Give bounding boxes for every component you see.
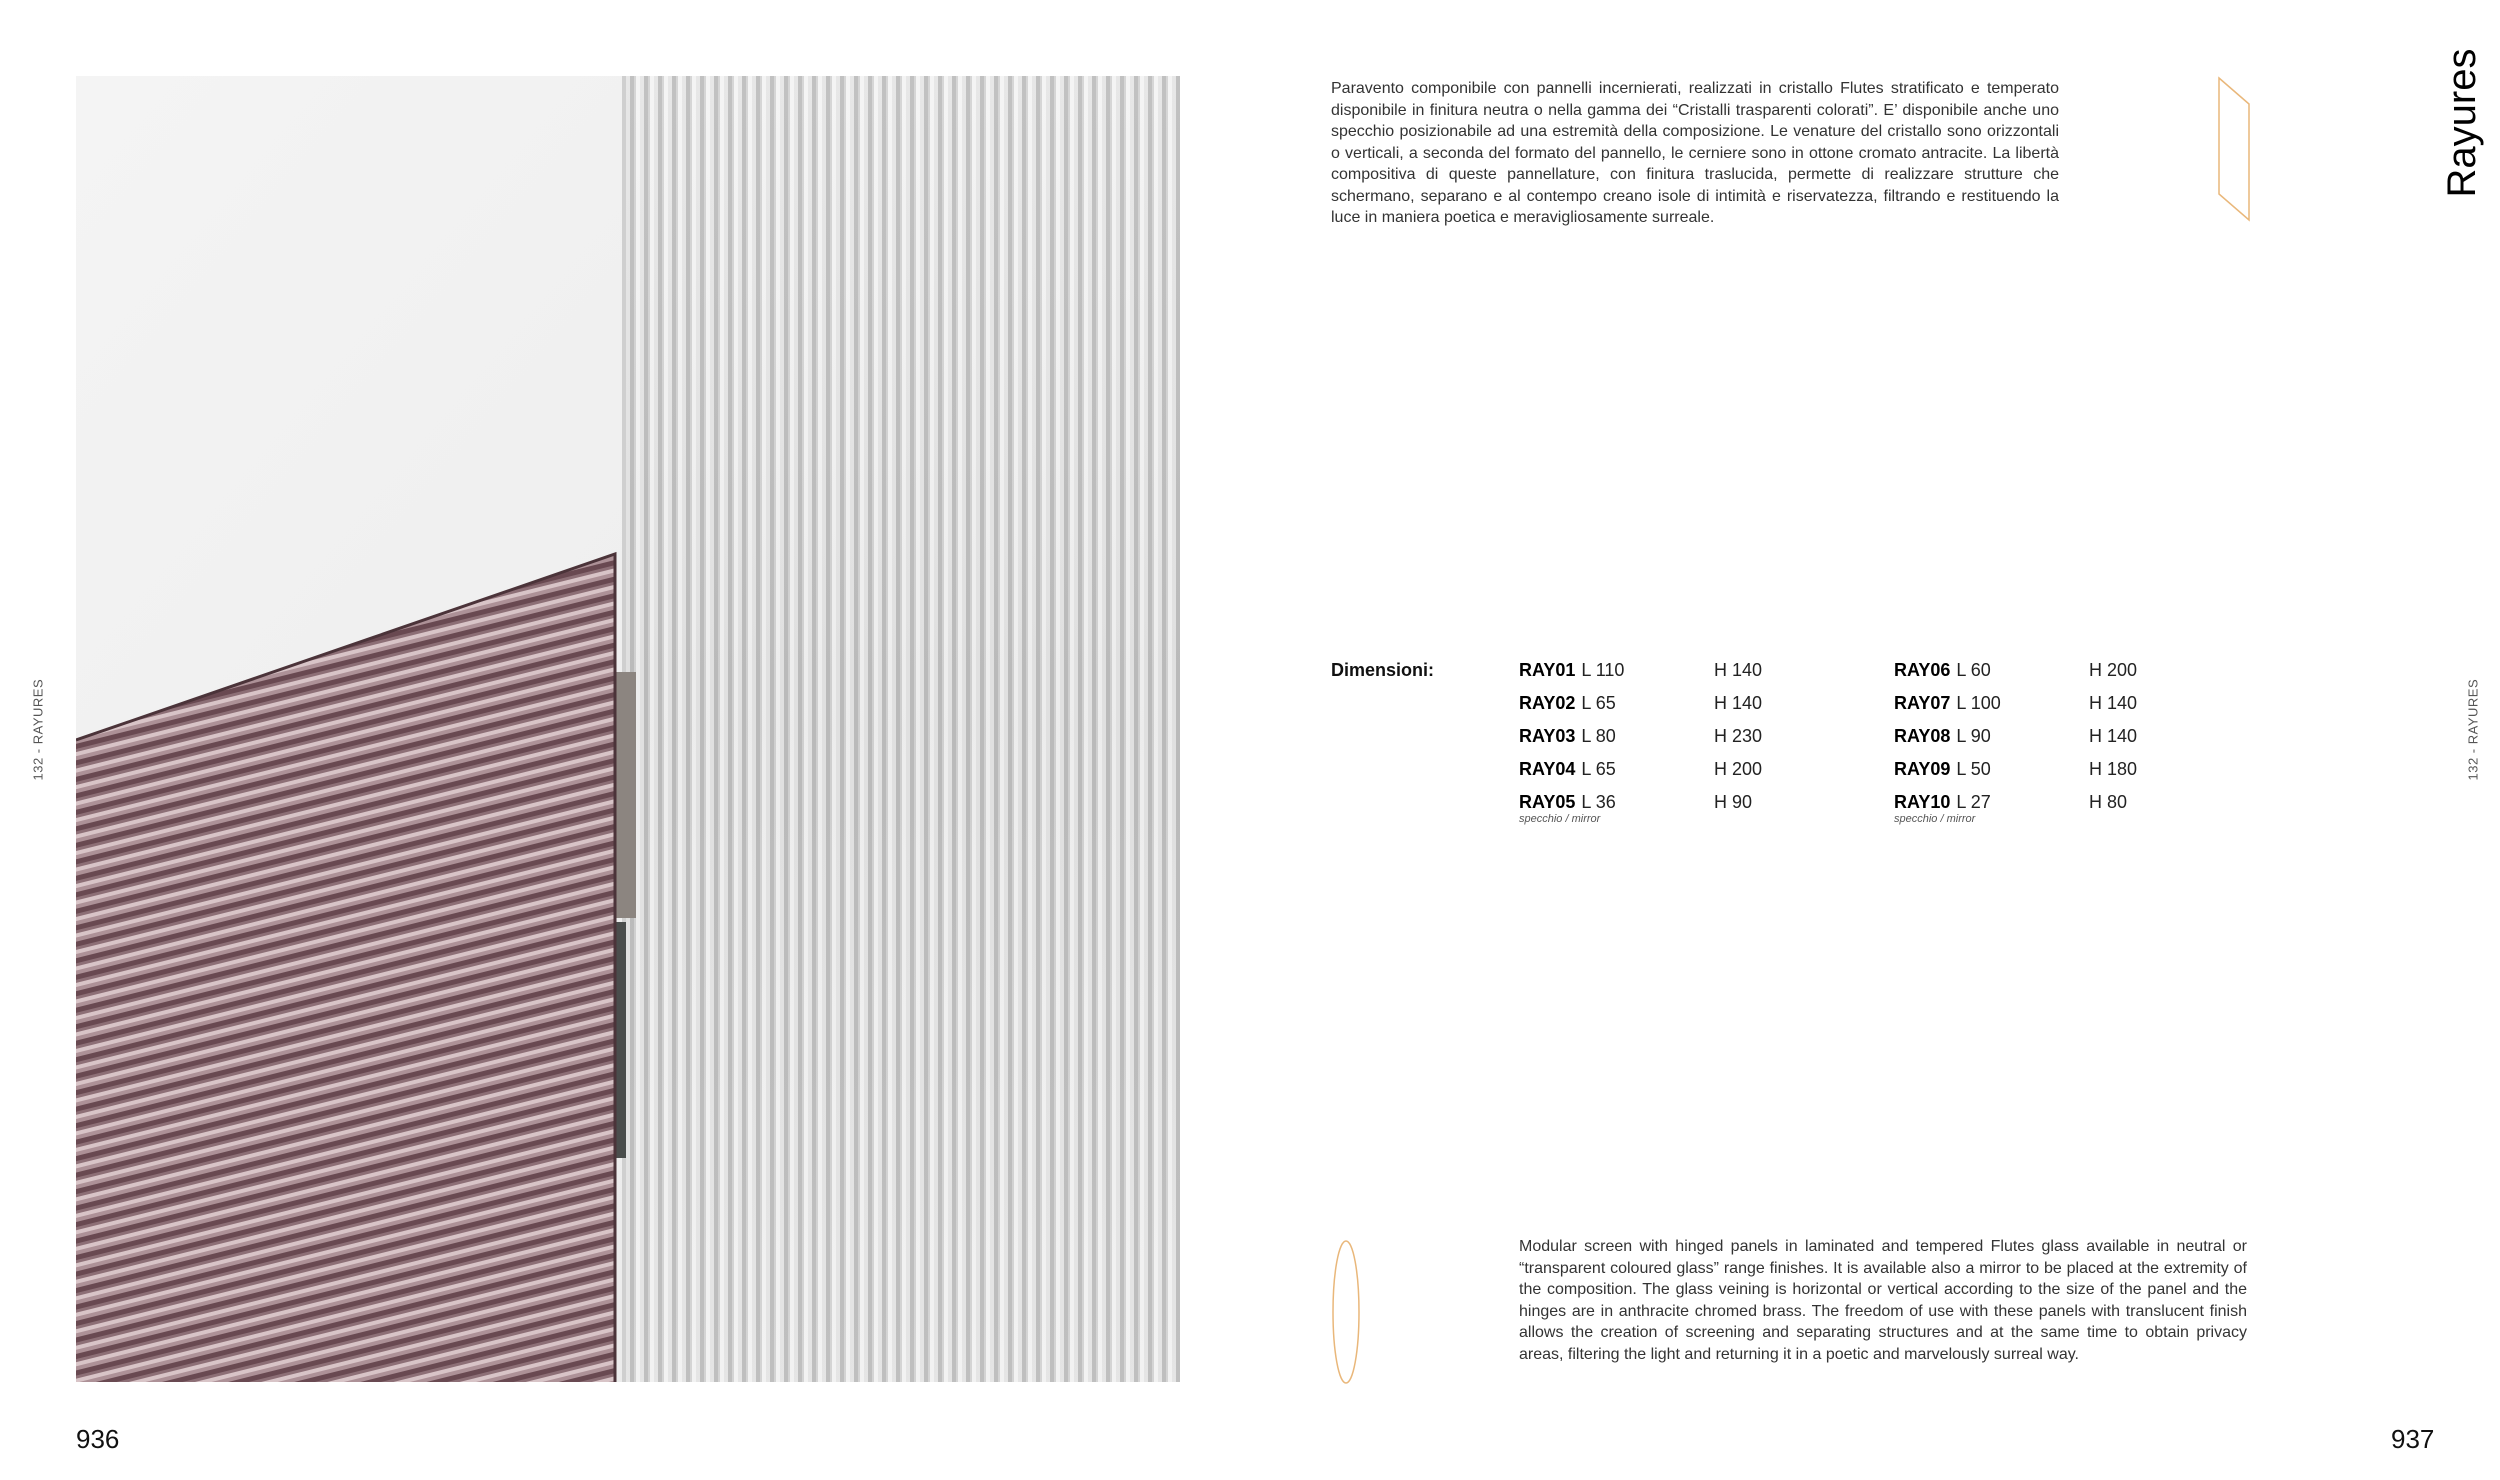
- dimension-row: RAY07 L 100: [1894, 693, 2001, 713]
- dimension-row: RAY01 L 110: [1519, 660, 1625, 680]
- description-english: Modular screen with hinged panels in laminated and tempered Flutes glass available in neutral or “transparent coloured glass” range finishes. It is available also a mirror to be placed at the extremity of the composition. The glass veining is horizontal or vertical according to the size of the panel and the hinges are in anthracite chromed brass. The freedom of use with these panels with translucent finish allows the creation of screening and separating structures and at the same time to obtain privacy areas, filtering the light and returning it in a poetic and marvelously surreal way.: [1519, 1238, 2247, 1363]
- dimension-row: RAY03 L 80: [1519, 726, 1616, 746]
- dimension-height: H 140: [1714, 693, 1763, 713]
- mirror-note: specchio / mirror: [1519, 813, 1601, 825]
- dimensions-label: Dimensioni:: [1331, 660, 1435, 680]
- glass-outline-icon-top: [2216, 74, 2252, 224]
- dimension-row: RAY10 L 27: [1894, 792, 1991, 812]
- description-italian: Paravento componibile con pannelli incernierati, realizzati in cristallo Flutes stratificato e temperato disponibile in finitura neutra o nella gamma dei “Cristalli trasparenti colorati”. E’ disponibile anche uno specchio posizionabile ad una estremità della composizione. Le venature del cristallo sono orizzontali o verticali, a seconda del formato del pannello, le cerniere sono in ottone cromato antracite. La libertà compositiva di queste pannellature, con finitura traslucida, permette di realizzare strutture che schermano, separano e al contempo creano isole di intimità e riservatezza, filtrando e restituendo la luce in maniera poetica e meravigliosamente surreale.: [1331, 80, 2059, 226]
- page-number-right: 937: [2391, 1424, 2435, 1454]
- dimension-height: H 140: [2089, 693, 2138, 713]
- dimension-height: H 140: [2089, 726, 2138, 746]
- dimension-height: H 140: [1714, 660, 1763, 680]
- dimension-row: RAY04 L 65: [1519, 759, 1616, 779]
- page-number-left: 936: [76, 1424, 120, 1454]
- dimension-height: H 200: [1714, 759, 1763, 779]
- dimension-row: RAY05 L 36: [1519, 792, 1616, 812]
- dimension-height: H 230: [1714, 726, 1763, 746]
- dimension-row: RAY08 L 90: [1894, 726, 1991, 746]
- side-section-label-left: 132 - RAYURES: [30, 678, 46, 781]
- dimension-row: RAY06 L 60: [1894, 660, 1991, 680]
- dimension-height: H 80: [2089, 792, 2128, 812]
- dimension-height: H 90: [1714, 792, 1753, 812]
- dimension-height: H 180: [2089, 759, 2138, 779]
- dimension-row: RAY09 L 50: [1894, 759, 1991, 779]
- dimension-row: RAY02 L 65: [1519, 693, 1616, 713]
- dimension-height: H 200: [2089, 660, 2138, 680]
- side-section-label-right: 132 - RAYURES: [2465, 678, 2481, 781]
- product-photo: [76, 76, 1180, 1382]
- hinge-upper: [614, 672, 636, 918]
- glass-outline-icon-bottom: [1330, 1238, 1362, 1386]
- mirror-note: specchio / mirror: [1894, 813, 1976, 825]
- product-title: Rayures: [2440, 48, 2484, 198]
- glass-panels-image: [76, 76, 1180, 1382]
